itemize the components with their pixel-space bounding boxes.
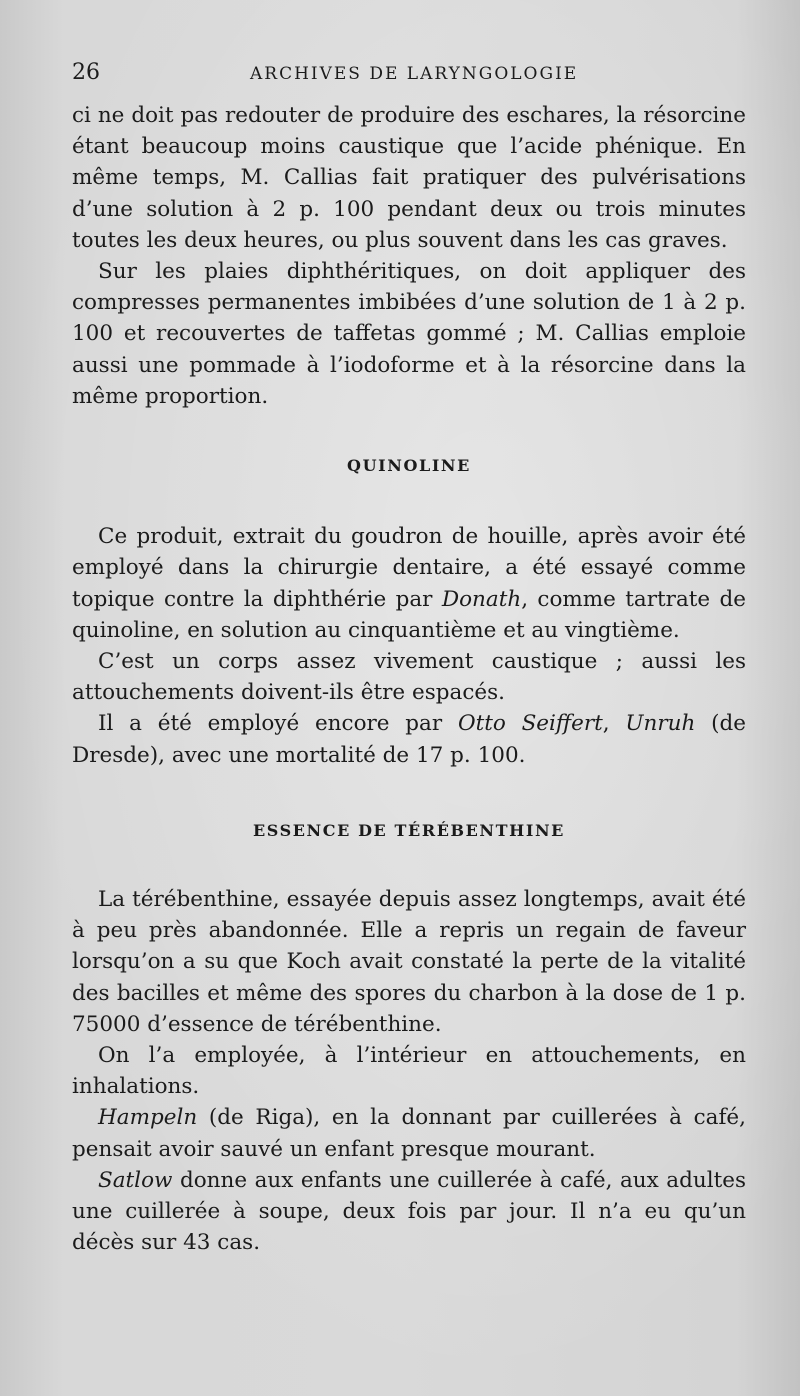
paragraph-satlow (72, 1165, 746, 1259)
text-run: , (602, 711, 626, 737)
text-run: , comme tartrate de quinoline, en solution au cinquantième et au vingtième. (72, 586, 746, 643)
paragraph-quinoline-intro (72, 521, 746, 646)
paragraph-terebenthine-usage: On l’a employée, à l’intérieur en attouchements, en inhalations. (72, 1043, 746, 1100)
paragraph-quinoline-caustic: C’est un corps assez vivement caustique ; aussi les attouchements doivent-ils être espacés. (72, 649, 746, 706)
text-run: Il a été employé encore par (98, 711, 458, 737)
author-name: Hampeln (98, 1105, 198, 1131)
page-number: 26 (72, 60, 100, 85)
author-name: Satlow (98, 1167, 173, 1193)
text-run: (de Dresde), avec une mortalité de 17 p. 100. (72, 711, 747, 768)
author-name: Otto Seiffert (457, 711, 603, 737)
paragraph-quinoline-mortality (72, 708, 746, 770)
author-name: Donath (441, 586, 522, 612)
author-name: Unruh (625, 711, 696, 737)
text-run: Ce produit, extrait du goudron de houille, après avoir été employé dans la chirurgie dentaire, a été essayé comme topique contre la diphthérie par (72, 524, 746, 612)
paragraph-resorcine-continued: ci ne doit pas redouter de produire des eschares, la résorcine étant beaucoup moins caustique que l’acide phénique. En même temps, M. Callias fait pratiquer des pulvérisations d’une solution à 2 p. 100 pendant deux ou trois minutes toutes les deux heures, ou plus souvent dans les cas graves. (72, 103, 746, 253)
section-title-terebenthine: ESSENCE DE TÉRÉBENTHINE (253, 820, 565, 840)
text-run: donne aux enfants une cuillerée à café, aux adultes une cuillerée à soupe, deux fois par jour. Il n’a eu qu’un décès sur 43 cas. (72, 1167, 746, 1256)
text-run: (de Riga), en la donnant par cuillerées à café, pensait avoir sauvé un enfant presque mourant. (72, 1105, 746, 1162)
journal-title: ARCHIVES DE LARYNGOLOGIE (250, 64, 579, 84)
body-text (72, 100, 746, 1259)
paragraph-terebenthine-intro: La térébenthine, essayée depuis assez longtemps, avait été à peu près abandonnée. Elle a repris un regain de faveur lorsqu’on a su que Koch avait constaté la perte de la vitalité des bacilles et même des spores du charbon à la dose de 1 p. 75000 d’essence de térébenthine. (72, 887, 746, 1037)
running-head (72, 60, 728, 90)
paragraph-plaies: Sur les plaies diphthéritiques, on doit appliquer des compresses permanentes imbibées d’une solution de 1 à 2 p. 100 et recouvertes de taffetas gommé ; M. Callias emploie aussi une pommade à l’iodoforme et à la résorcine dans la même proportion. (72, 259, 746, 409)
section-title-quinoline: QUINOLINE (347, 456, 471, 476)
paragraph-hampeln (72, 1102, 746, 1164)
